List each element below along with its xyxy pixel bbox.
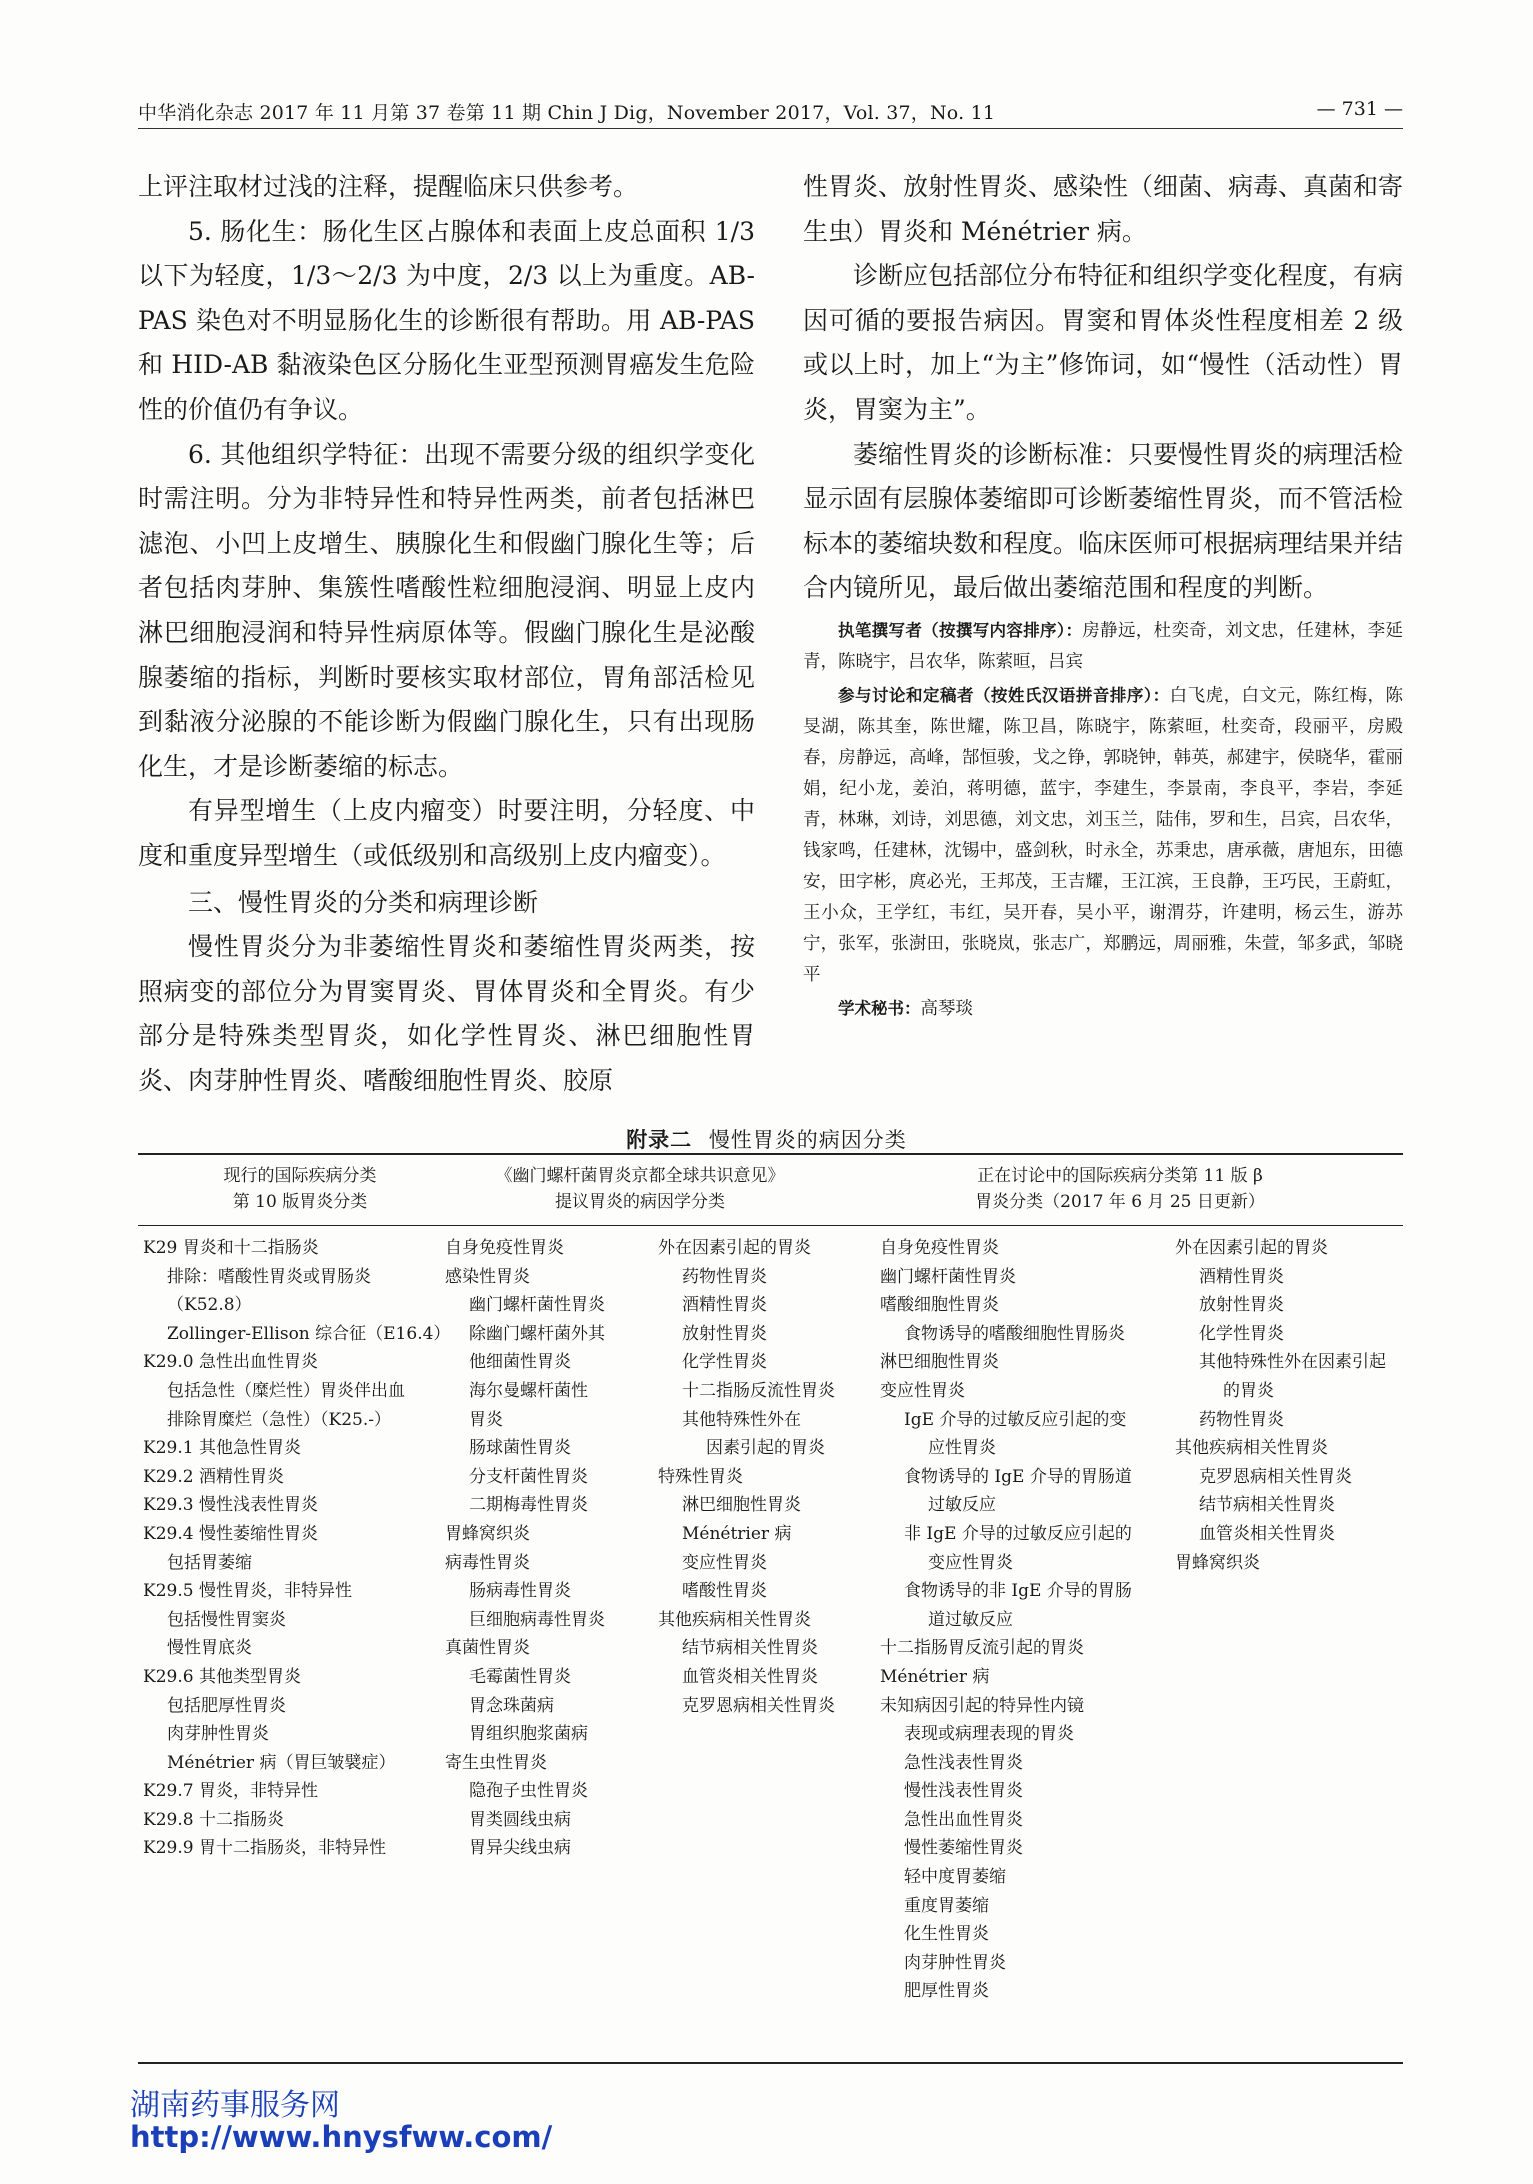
table-header-kyoto <box>435 1163 845 1215</box>
table-cell: 其他疾病相关性胃炎 <box>1175 1438 1328 1459</box>
table-cell: K29.4 慢性萎缩性胃炎 <box>143 1523 318 1544</box>
table-cell: K29.1 其他急性胃炎 <box>143 1438 301 1459</box>
table-header-rule <box>138 1225 1403 1226</box>
table-cell: 慢性浅表性胃炎 <box>904 1781 1023 1802</box>
table-cell: 自身免疫性胃炎 <box>880 1238 999 1258</box>
table-cell: 胃组织胞浆菌病 <box>469 1724 588 1745</box>
credit-secretary <box>803 993 1403 1025</box>
table-header-icd10 <box>150 1163 450 1215</box>
table-cell: 外在因素引起的胃炎 <box>658 1238 811 1258</box>
table-header-line: 《幽门螺杆菌胃炎京都全球共识意见》 <box>495 1166 785 1186</box>
left-column <box>138 165 755 1103</box>
table-cell: 真菌性胃炎 <box>445 1638 530 1659</box>
table-cell: 他细菌性胃炎 <box>469 1352 571 1373</box>
table-cell: 胃蜂窝织炎 <box>445 1523 530 1544</box>
table-cell: 肉芽肿性胃炎 <box>904 1952 1006 1973</box>
table-cell: 巨细胞病毒性胃炎 <box>469 1609 605 1630</box>
table-cell: 自身免疫性胃炎 <box>445 1238 564 1258</box>
table-cell: 应性胃炎 <box>928 1438 996 1459</box>
table-cell: 急性浅表性胃炎 <box>904 1752 1023 1773</box>
credit-names: 高琴琰 <box>920 998 973 1019</box>
table-cell: Ménétrier 病 <box>880 1666 990 1687</box>
paragraph: 性胃炎、放射性胃炎、感染性（细菌、病毒、真菌和寄生虫）胃炎和 Ménétrier 病。 <box>803 172 1404 246</box>
table-cell: K29.9 胃十二指肠炎，非特异性 <box>143 1838 386 1859</box>
credit-label: 参与讨论和定稿者（按姓氏汉语拼音排序）： <box>838 685 1170 705</box>
table-cell: 化生性胃炎 <box>904 1924 989 1945</box>
credit-label: 学术秘书： <box>838 998 921 1018</box>
table-cell: 食物诱导的非 IgE 介导的胃肠 <box>904 1581 1132 1602</box>
table-header-line: 提议胃炎的病因学分类 <box>555 1192 725 1212</box>
table-column-icd10 <box>143 1234 450 1863</box>
credit-writers <box>803 615 1403 678</box>
table-cell: 外在因素引起的胃炎 <box>1175 1238 1328 1258</box>
author-credits <box>803 615 1403 1025</box>
table-header-line: 第 10 版胃炎分类 <box>232 1192 368 1212</box>
table-cell: 放射性胃炎 <box>1199 1295 1284 1316</box>
table-cell: 结节病相关性胃炎 <box>682 1638 818 1659</box>
table-cell: 肠球菌性胃炎 <box>469 1438 571 1459</box>
table-cell: 因素引起的胃炎 <box>706 1438 825 1459</box>
table-cell: 表现或病理表现的胃炎 <box>904 1724 1074 1745</box>
header-rule <box>138 128 1403 129</box>
table-cell: 分支杆菌性胃炎 <box>469 1466 588 1487</box>
table-cell: K29.2 酒精性胃炎 <box>143 1466 284 1487</box>
right-column <box>803 165 1403 1027</box>
table-cell: 胃异尖线虫病 <box>469 1838 571 1859</box>
table-cell: 药物性胃炎 <box>1199 1409 1284 1430</box>
table-cell: 道过敏反应 <box>928 1609 1013 1630</box>
table-cell: 药物性胃炎 <box>682 1266 767 1287</box>
table-cell: 化学性胃炎 <box>1199 1323 1284 1344</box>
table-bottom-rule <box>138 2062 1403 2064</box>
table-cell: 包括急性（糜烂性）胃炎伴出血 <box>167 1380 405 1401</box>
table-cell: 胃类圆线虫病 <box>469 1809 571 1830</box>
table-cell: 克罗恩病相关性胃炎 <box>1199 1466 1352 1487</box>
table-cell: 嗜酸性胃炎 <box>682 1581 767 1602</box>
table-cell: 肥厚性胃炎 <box>904 1981 989 2002</box>
table-cell: 化学性胃炎 <box>682 1352 767 1373</box>
appendix-caption: 慢性胃炎的病因分类 <box>708 1128 907 1152</box>
table-cell: 胃蜂窝织炎 <box>1175 1552 1260 1573</box>
page-number: — 731 — <box>1316 98 1403 120</box>
table-cell: 除幽门螺杆菌外其 <box>469 1323 605 1344</box>
table-cell: 其他疾病相关性胃炎 <box>658 1609 811 1630</box>
table-cell: Ménétrier 病（胃巨皱襞症） <box>167 1752 396 1773</box>
table-header-icd11 <box>870 1163 1370 1215</box>
table-cell: 毛霉菌性胃炎 <box>469 1666 571 1687</box>
appendix-label: 附录二 <box>626 1128 693 1152</box>
table-column-icd11-b <box>1175 1234 1386 1577</box>
table-cell: 慢性萎缩性胃炎 <box>904 1838 1023 1859</box>
table-column-kyoto-b <box>658 1234 835 1720</box>
table-cell: 轻中度胃萎缩 <box>904 1867 1006 1888</box>
table-cell: 淋巴细胞性胃炎 <box>880 1352 999 1373</box>
table-cell: （K52.8） <box>167 1295 252 1316</box>
paragraph-other-features: 6. 其他组织学特征：出现不需要分级的组织学变化时需注明。分为非特异性和特异性两类，前者包括淋巴滤泡、小凹上皮增生、胰腺化生和假幽门腺化生等；后者包括肉芽肿、集簇性嗜酸性粒细胞浸润、明显上皮内淋巴细胞浸润和特异性病原体等。假幽门腺化生是泌酸腺萎缩的指标，判断时要核实取材部位，胃角部活检见到黏液分泌腺的不能诊断为假幽门腺化生，只有出现肠化生，才是诊断萎缩的标志。 <box>138 439 755 781</box>
table-cell: 排除：嗜酸性胃炎或胃肠炎 <box>167 1266 371 1287</box>
table-header-line: 正在讨论中的国际疾病分类第 11 版 β <box>977 1166 1263 1186</box>
table-cell: K29.0 急性出血性胃炎 <box>143 1352 318 1373</box>
table-cell: 重度胃萎缩 <box>904 1895 989 1916</box>
table-top-rule <box>138 1153 1403 1155</box>
table-cell: 肉芽肿性胃炎 <box>167 1724 269 1745</box>
table-cell: K29.5 慢性胃炎，非特异性 <box>143 1581 352 1602</box>
table-cell: 食物诱导的 IgE 介导的胃肠道 <box>904 1466 1132 1487</box>
table-cell: 特殊性胃炎 <box>658 1466 743 1487</box>
table-cell: 其他特殊性外在 <box>682 1409 801 1430</box>
table-cell: 感染性胃炎 <box>445 1266 530 1287</box>
table-cell: 血管炎相关性胃炎 <box>682 1666 818 1687</box>
paragraph-atrophic-criteria: 萎缩性胃炎的诊断标准：只要慢性胃炎的病理活检显示固有层腺体萎缩即可诊断萎缩性胃炎，而不管活检标本的萎缩块数和程度。临床医师可根据病理结果并结合内镜所见，最后做出萎缩范围和程度的判断。 <box>803 439 1404 603</box>
table-cell: 酒精性胃炎 <box>682 1295 767 1316</box>
credit-label: 执笔撰写者（按撰写内容排序）： <box>838 620 1083 640</box>
table-cell: K29 胃炎和十二指肠炎 <box>143 1238 319 1258</box>
table-cell: 十二指肠胃反流引起的胃炎 <box>880 1638 1084 1659</box>
table-cell: 海尔曼螺杆菌性 <box>469 1380 588 1401</box>
table-cell: 包括胃萎缩 <box>167 1552 252 1573</box>
table-cell: 变应性胃炎 <box>928 1552 1013 1573</box>
table-cell: 肠病毒性胃炎 <box>469 1581 571 1602</box>
section-heading: 三、慢性胃炎的分类和病理诊断 <box>188 887 539 917</box>
table-cell: K29.8 十二指肠炎 <box>143 1809 284 1830</box>
appendix-title <box>0 1124 1533 1154</box>
table-cell: 隐孢子虫性胃炎 <box>469 1781 588 1802</box>
table-cell: 血管炎相关性胃炎 <box>1199 1523 1335 1544</box>
table-cell: 胃炎 <box>469 1409 503 1430</box>
table-column-icd11-a <box>880 1234 1132 2006</box>
table-cell: 胃念珠菌病 <box>469 1695 554 1716</box>
table-cell: 包括肥厚性胃炎 <box>167 1695 286 1716</box>
journal-citation: 中华消化杂志 2017 年 11 月第 37 卷第 11 期 Chin J Dig，November 2017，Vol. 37，No. 11 <box>138 102 996 124</box>
credit-participants <box>803 680 1403 991</box>
table-cell: 未知病因引起的特异性内镜 <box>880 1695 1084 1716</box>
paragraph-dysplasia: 有异型增生（上皮内瘤变）时要注明，分轻度、中度和重度异型增生（或低级别和高级别上皮内瘤变）。 <box>138 796 755 870</box>
table-cell: 的胃炎 <box>1223 1380 1274 1401</box>
paragraph-intestinal-metaplasia: 5. 肠化生：肠化生区占腺体和表面上皮总面积 1/3 以下为轻度，1/3～2/3 为中度，2/3 以上为重度。AB-PAS 染色对不明显肠化生的诊断很有帮助。用 AB-PAS 和 HID-AB 黏液染色区分肠化生亚型预测胃癌发生危险性的价值仍有争议。 <box>138 216 755 424</box>
table-cell: 急性出血性胃炎 <box>904 1809 1023 1830</box>
watermark-url[interactable]: http://www.hnysfww.com/ <box>130 2120 553 2154</box>
table-cell: 非 IgE 介导的过敏反应引起的 <box>904 1523 1132 1544</box>
table-cell: 结节病相关性胃炎 <box>1199 1495 1335 1516</box>
table-cell: 食物诱导的嗜酸细胞性胃肠炎 <box>904 1323 1125 1344</box>
table-cell: Zollinger-Ellison 综合征（E16.4） <box>167 1323 451 1344</box>
table-cell: 其他特殊性外在因素引起 <box>1199 1352 1386 1373</box>
watermark-site-name: 湖南药事服务网 <box>130 2088 340 2123</box>
table-header-line: 现行的国际疾病分类 <box>223 1166 377 1186</box>
table-cell: 寄生虫性胃炎 <box>445 1752 547 1773</box>
credit-names: 白飞虎，白文元，陈红梅，陈旻湖，陈其奎，陈世耀，陈卫昌，陈晓宇，陈萦晅，杜奕奇，段丽平，房殿春，房静远，高峰，郜恒骏，戈之铮，郭晓钟，韩英，郝建宇，侯晓华，霍丽娟，纪小龙，姜泊，蒋明德，蓝宇，李建生，李景南，李良平，李岩，李延青，林琳，刘诗，刘思德，刘文忠，刘玉兰，陆伟，罗和生，吕宾，吕农华，钱家鸣，任建林，沈锡中，盛剑秋，时永全，苏秉忠，唐承薇，唐旭东，田德安，田字彬，庹必光，王邦茂，王吉耀，王江滨，王良静，王巧民，王蔚虹，王小众，王学红，韦红，吴开春，吴小平，谢渭芬，许建明，杨云生，游苏宁，张军，张澍田，张晓岚，张志广，郑鹏远，周丽雅，朱萱，邹多武，邹晓平 <box>803 685 1403 985</box>
table-header-line: 胃炎分类（2017 年 6 月 25 日更新） <box>975 1192 1265 1212</box>
table-cell: 幽门螺杆菌性胃炎 <box>469 1295 605 1316</box>
table-cell: 病毒性胃炎 <box>445 1552 530 1573</box>
paragraph-diagnosis: 诊断应包括部位分布特征和组织学变化程度，有病因可循的要报告病因。胃窦和胃体炎性程度相差 2 级或以上时，加上“为主”修饰词，如“慢性（活动性）胃炎，胃窦为主”。 <box>803 261 1404 424</box>
table-cell: 淋巴细胞性胃炎 <box>682 1495 801 1516</box>
table-cell: 克罗恩病相关性胃炎 <box>682 1695 835 1716</box>
table-cell: IgE 介导的过敏反应引起的变 <box>904 1409 1127 1430</box>
paragraph-classification: 慢性胃炎分为非萎缩性胃炎和萎缩性胃炎两类，按照病变的部位分为胃窦胃炎、胃体胃炎和全胃炎。有少部分是特殊类型胃炎，如化学性胃炎、淋巴细胞性胃炎、肉芽肿性胃炎、嗜酸细胞性胃炎、胶原 <box>138 932 755 1095</box>
table-cell: 酒精性胃炎 <box>1199 1266 1284 1287</box>
table-cell: 慢性胃底炎 <box>167 1638 252 1659</box>
credit-names: 房静远，杜奕奇，刘文忠，任建林，李延青，陈晓宇，吕农华，陈萦晅，吕宾 <box>803 620 1404 672</box>
table-cell: 十二指肠反流性胃炎 <box>682 1380 835 1401</box>
table-cell: 变应性胃炎 <box>880 1380 965 1401</box>
table-column-kyoto-a <box>445 1234 605 1863</box>
table-cell: 放射性胃炎 <box>682 1323 767 1344</box>
table-cell: K29.7 胃炎，非特异性 <box>143 1781 318 1802</box>
paragraph: 上评注取材过浅的注释，提醒临床只供参考。 <box>138 172 639 201</box>
running-header <box>138 98 1403 126</box>
table-cell: 过敏反应 <box>928 1495 996 1516</box>
table-cell: K29.3 慢性浅表性胃炎 <box>143 1495 318 1516</box>
table-cell: 二期梅毒性胃炎 <box>469 1495 588 1516</box>
table-cell: Ménétrier 病 <box>682 1523 792 1544</box>
table-cell: K29.6 其他类型胃炎 <box>143 1666 301 1687</box>
table-cell: 嗜酸细胞性胃炎 <box>880 1295 999 1316</box>
table-cell: 变应性胃炎 <box>682 1552 767 1573</box>
table-cell: 排除胃糜烂（急性）（K25.-） <box>167 1409 391 1430</box>
table-cell: 幽门螺杆菌性胃炎 <box>880 1266 1016 1287</box>
table-cell: 包括慢性胃窦炎 <box>167 1609 286 1630</box>
